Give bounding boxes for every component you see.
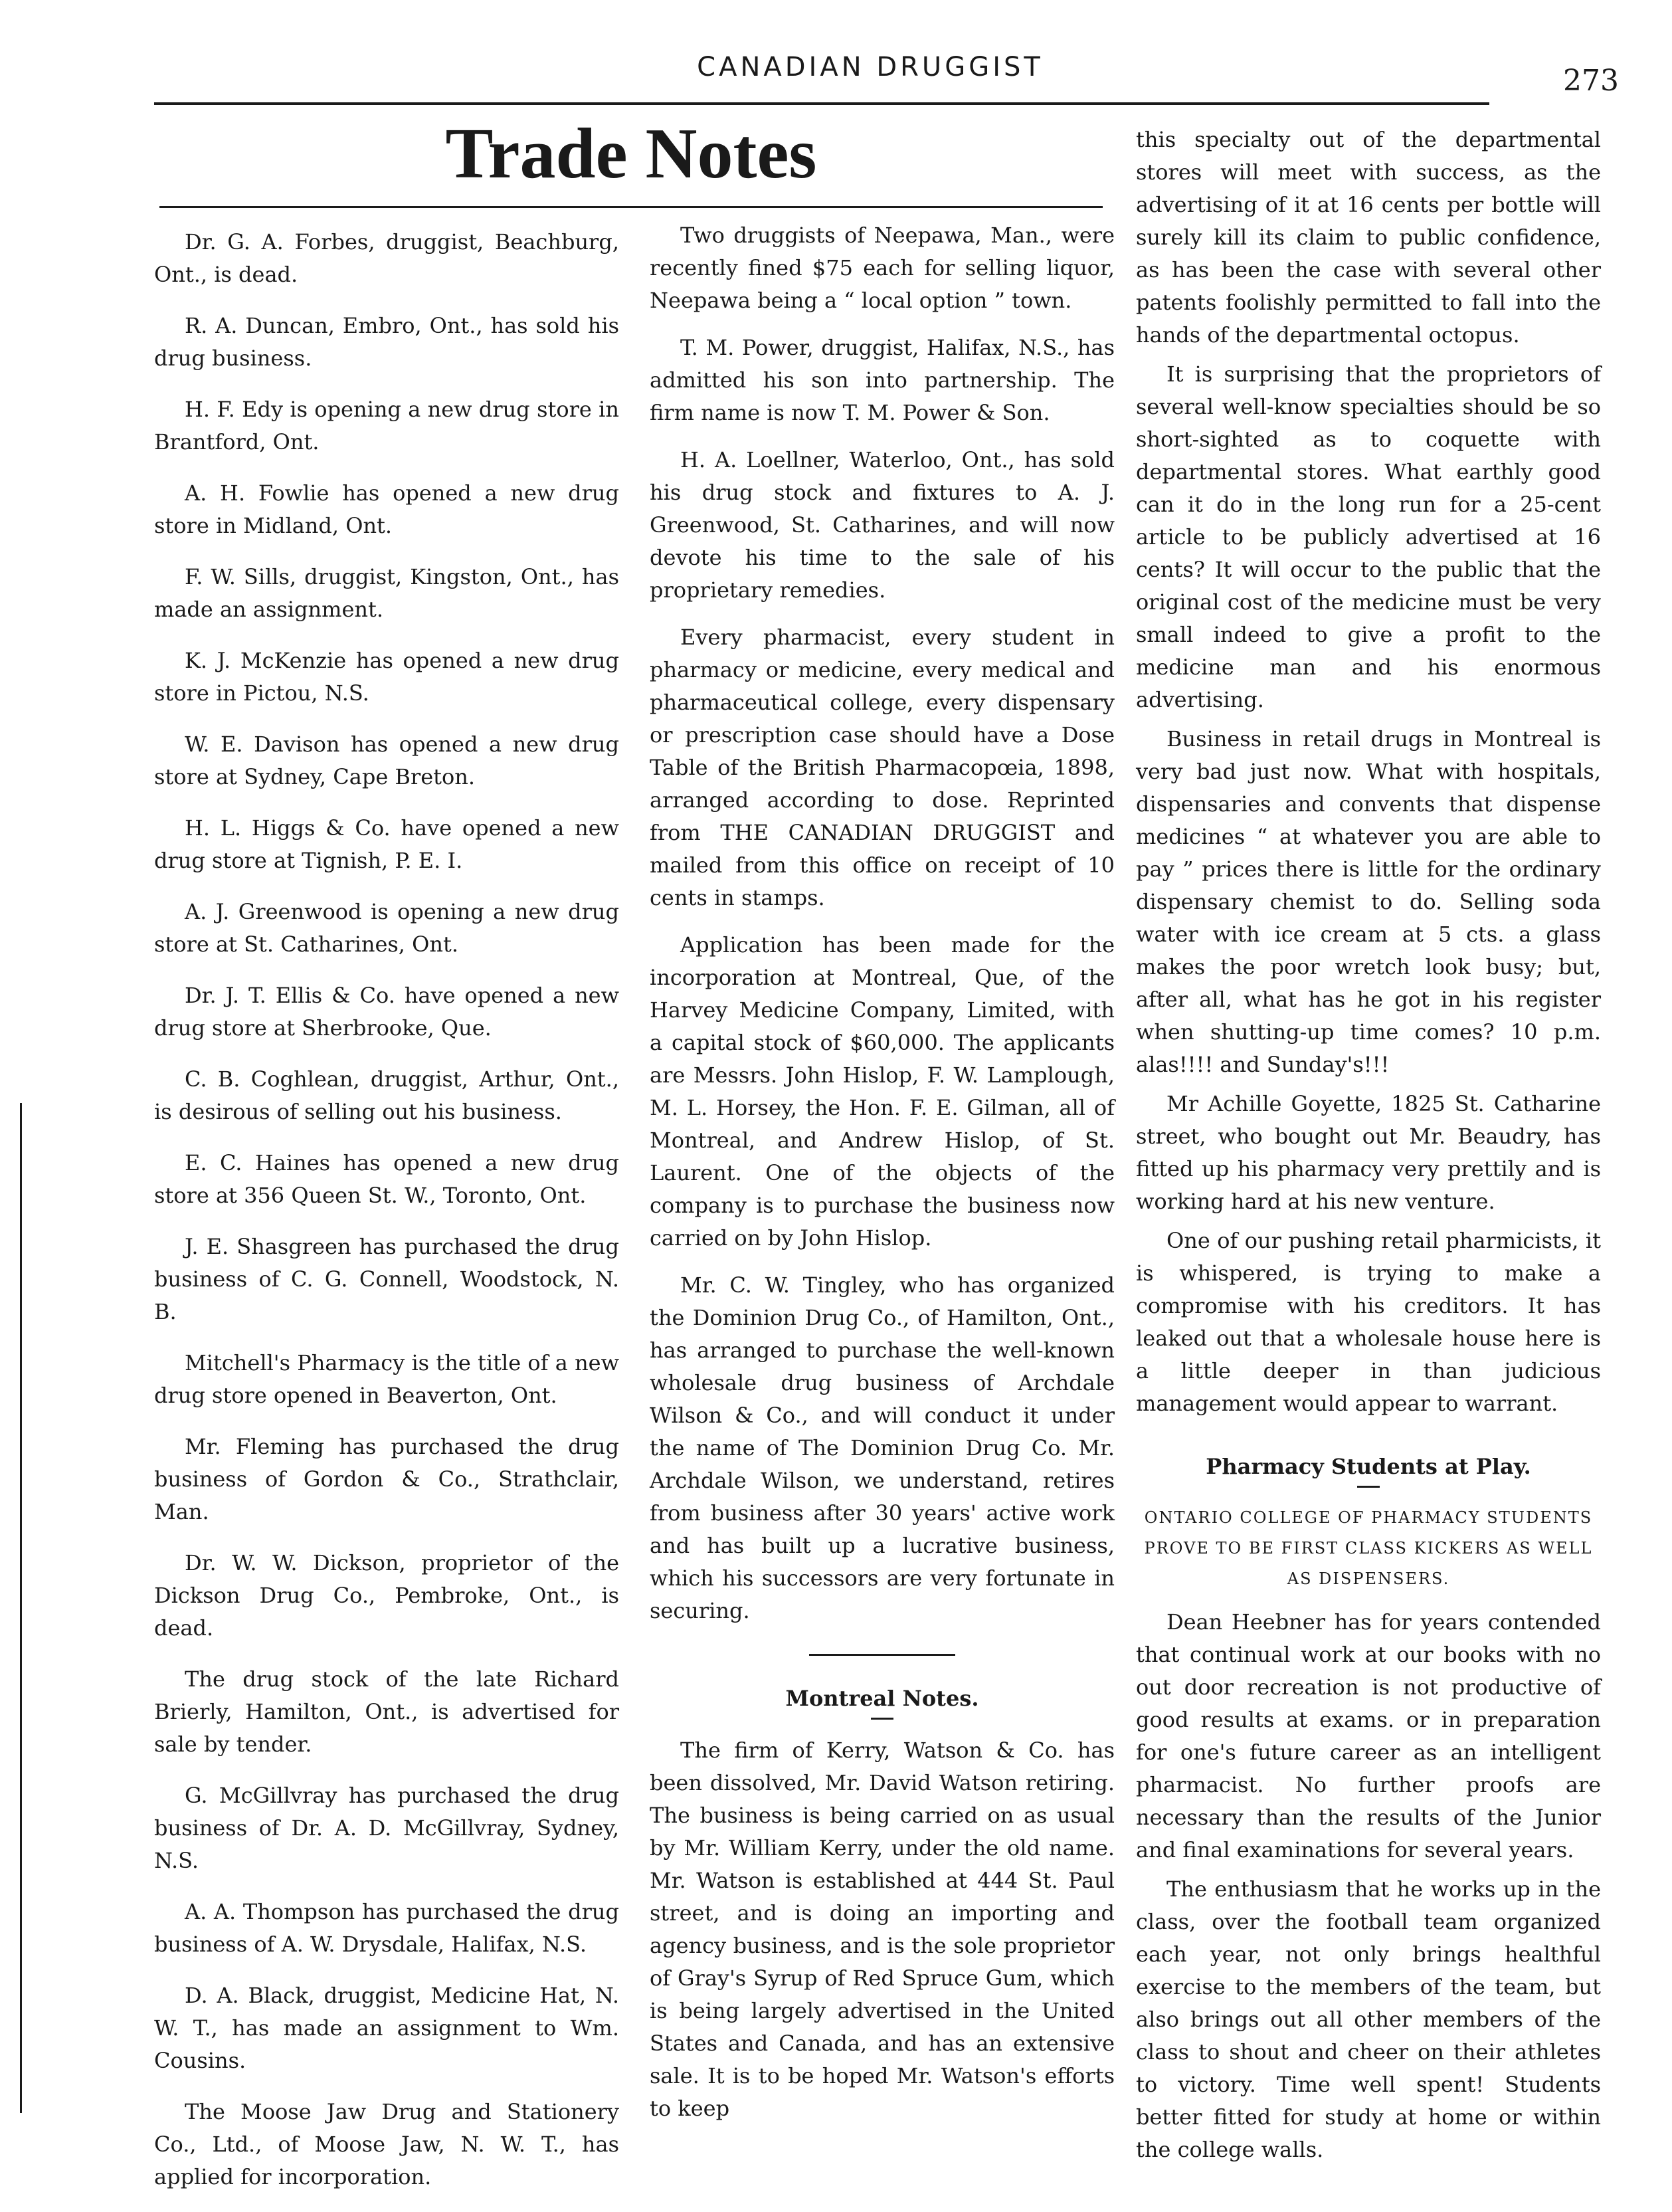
trade-note: A. H. Fowlie has opened a new drug store in Midland, Ont. bbox=[154, 480, 619, 538]
montreal-notes-heading: Montreal Notes. bbox=[785, 1686, 979, 1711]
trade-note: Dr. J. T. Ellis & Co. have opened a new drug store at Sherbrooke, Que. bbox=[154, 983, 619, 1041]
trade-note: Mitchell's Pharmacy is the title of a new drug store opened in Beaverton, Ont. bbox=[154, 1350, 619, 1408]
students-heading: Pharmacy Students at Play. bbox=[1206, 1454, 1531, 1479]
montreal-note: Business in retail drugs in Montreal is very bad just now. What with hospitals, dispensaries and convents that dispense medicines “ at whatever you are able to pay ” prices there is little for the ordinary dispensary chemist to do. Selling soda water with ice cream at 5 cts. a glass makes the poor wretch look busy; but, after all, what has he got in his register when shutting-up time comes? 10 p.m. alas!!!! and Sunday's!!! bbox=[1136, 726, 1601, 1077]
trade-note: Every pharmacist, every student in pharmacy or medicine, every medical and pharmaceutical college, every dispensary or prescription case should have a Dose Table of the British Pharmacopœia, 1898, arranged according to dose. Reprinted from THE CANADIAN DRUGGIST and mailed from this office on receipt of 10 cents in stamps. bbox=[650, 625, 1115, 910]
trade-note: G. McGillvray has purchased the drug business of Dr. A. D. McGillvray, Sydney, N.S. bbox=[154, 1783, 619, 1873]
montreal-note: It is surprising that the proprietors of several well-know specialties should be so short-sighted as to coquette with departmental stores. What earthly good can it do in the long run for a 25-cent article to be publicly advertised at 16 cents? It will occur to the public that the original cost of the medicine must be very small indeed to give a profit to the medicine man and his enormous advertising. bbox=[1136, 361, 1601, 712]
trade-note: A. A. Thompson has purchased the drug business of A. W. Drysdale, Halifax, N.S. bbox=[154, 1899, 619, 1957]
journal-name: CANADIAN DRUGGIST bbox=[697, 52, 1044, 82]
trade-note: The drug stock of the late Richard Brierly, Hamilton, Ont., is advertised for sale by tender. bbox=[154, 1666, 619, 1757]
trade-note: D. A. Black, druggist, Medicine Hat, N. W. T., has made an assignment to Wm. Cousins. bbox=[154, 1983, 619, 2073]
page-title: Trade Notes bbox=[445, 114, 817, 193]
column-1 bbox=[154, 226, 619, 2212]
montreal-note: One of our pushing retail pharmicists, it is whispered, is trying to make a compromise with his creditors. It has leaked out that a wholesale house here is a little deeper in than judicious management would appear to warrant. bbox=[1136, 1228, 1601, 1416]
trade-note: W. E. Davison has opened a new drug store at Sydney, Cape Breton. bbox=[154, 732, 619, 789]
students-paragraph: Dean Heebner has for years contended that continual work at our books with no out door recreation is not productive of good results at exams. or in preparation for one's future career as an intelligent pharmacist. No further proofs are necessary than the results of the Junior and final examinations for several years. bbox=[1136, 1609, 1601, 1862]
running-head bbox=[153, 52, 1588, 82]
trade-note: Two druggists of Neepawa, Man., were recently fined $75 each for selling liquor, Neepawa being a “ local option ” town. bbox=[650, 223, 1115, 313]
heading-dash bbox=[871, 1718, 893, 1720]
trade-note: F. W. Sills, druggist, Kingston, Ont., has made an assignment. bbox=[154, 564, 619, 622]
trade-note: H. F. Edy is opening a new drug store in Brantford, Ont. bbox=[154, 397, 619, 454]
trade-note: K. J. McKenzie has opened a new drug store in Pictou, N.S. bbox=[154, 648, 619, 706]
trade-note: Mr. C. W. Tingley, who has organized the Dominion Drug Co., of Hamilton, Ont., has arranged to purchase the well-known wholesale drug business of Archdale Wilson & Co., and will conduct it under the name of The Dominion Drug Co. Mr. Archdale Wilson, we understand, retires from business after 30 years' active work and has built up a lucrative business, which his successors are very fortunate in securing. bbox=[650, 1272, 1115, 1623]
trade-note: J. E. Shasgreen has purchased the drug business of C. G. Connell, Woodstock, N. B. bbox=[154, 1234, 619, 1324]
binding-mark bbox=[20, 1103, 22, 2113]
column-2 bbox=[650, 219, 1115, 2140]
montreal-note-continued: this specialty out of the departmental stores will meet with success, as the advertising of it at 16 cents per bottle will surely kill its claim to public confidence, as has been the case with several other patents foolishly permitted to fall into the hands of the departmental octopus. bbox=[1136, 127, 1601, 348]
trade-note: The Moose Jaw Drug and Stationery Co., Ltd., of Moose Jaw, N. W. T., has applied for incorporation. bbox=[154, 2099, 619, 2189]
title-rule bbox=[159, 206, 1103, 208]
trade-note: C. B. Coghlean, druggist, Arthur, Ont., is desirous of selling out his business. bbox=[154, 1066, 619, 1124]
section-divider bbox=[809, 1654, 955, 1656]
heading-dash bbox=[1357, 1486, 1380, 1488]
trade-note: A. J. Greenwood is opening a new drug store at St. Catharines, Ont. bbox=[154, 899, 619, 957]
students-deck: ONTARIO COLLEGE OF PHARMACY STUDENTS PROVE TO BE FIRST CLASS KICKERS AS WELL AS DISPENSERS. bbox=[1144, 1508, 1593, 1588]
trade-note: Mr. Fleming has purchased the drug business of Gordon & Co., Strathclair, Man. bbox=[154, 1434, 619, 1524]
montreal-note: Mr Achille Goyette, 1825 St. Catharine street, who bought out Mr. Beaudry, has fitted up his pharmacy very prettily and is working hard at his new venture. bbox=[1136, 1091, 1601, 1214]
column-3 bbox=[1136, 124, 1601, 2173]
page-number: 273 bbox=[1563, 64, 1619, 98]
trade-note: H. L. Higgs & Co. have opened a new drug store at Tignish, P. E. I. bbox=[154, 815, 619, 873]
trade-note: R. A. Duncan, Embro, Ont., has sold his drug business. bbox=[154, 313, 619, 371]
trade-note: H. A. Loellner, Waterloo, Ont., has sold his drug stock and fixtures to A. J. Greenwood, St. Catharines, and will now devote his time to the sale of his proprietary remedies. bbox=[650, 447, 1115, 603]
trade-note: Dr. G. A. Forbes, druggist, Beachburg, Ont., is dead. bbox=[154, 229, 619, 287]
trade-note: E. C. Haines has opened a new drug store at 356 Queen St. W., Toronto, Ont. bbox=[154, 1150, 619, 1208]
trade-note: Dr. W. W. Dickson, proprietor of the Dickson Drug Co., Pembroke, Ont., is dead. bbox=[154, 1550, 619, 1641]
header-rule bbox=[154, 102, 1489, 105]
montreal-note: The firm of Kerry, Watson & Co. has been dissolved, Mr. David Watson retiring. The business is being carried on as usual by Mr. William Kerry, under the old name. Mr. Watson is established at 444 St. Paul street, and is doing an importing and agency business, and is the sole proprietor of Gray's Syrup of Red Spruce Gum, which is being largely advertised in the United States and Canada, and has an extensive sale. It is to be hoped Mr. Watson's efforts to keep bbox=[650, 1738, 1115, 2121]
trade-note: Application has been made for the incorporation at Montreal, Que, of the Harvey Medicine Company, Limited, with a capital stock of $60,000. The applicants are Messrs. John Hislop, F. W. Lamplough, M. L. Horsey, the Hon. F. E. Gilman, all of Montreal, and Andrew Hislop, of St. Laurent. One of the objects of the company is to purchase the business now carried on by John Hislop. bbox=[650, 932, 1115, 1251]
trade-note: T. M. Power, druggist, Halifax, N.S., has admitted his son into partnership. The firm name is now T. M. Power & Son. bbox=[650, 335, 1115, 425]
students-paragraph: The enthusiasm that he works up in the class, over the football team organized each year, not only brings healthful exercise to the members of the team, but also brings out all other members of the class to shout and cheer on their athletes to victory. Time well spent! Students better fitted for study at home or within the college walls. bbox=[1136, 1876, 1601, 2162]
